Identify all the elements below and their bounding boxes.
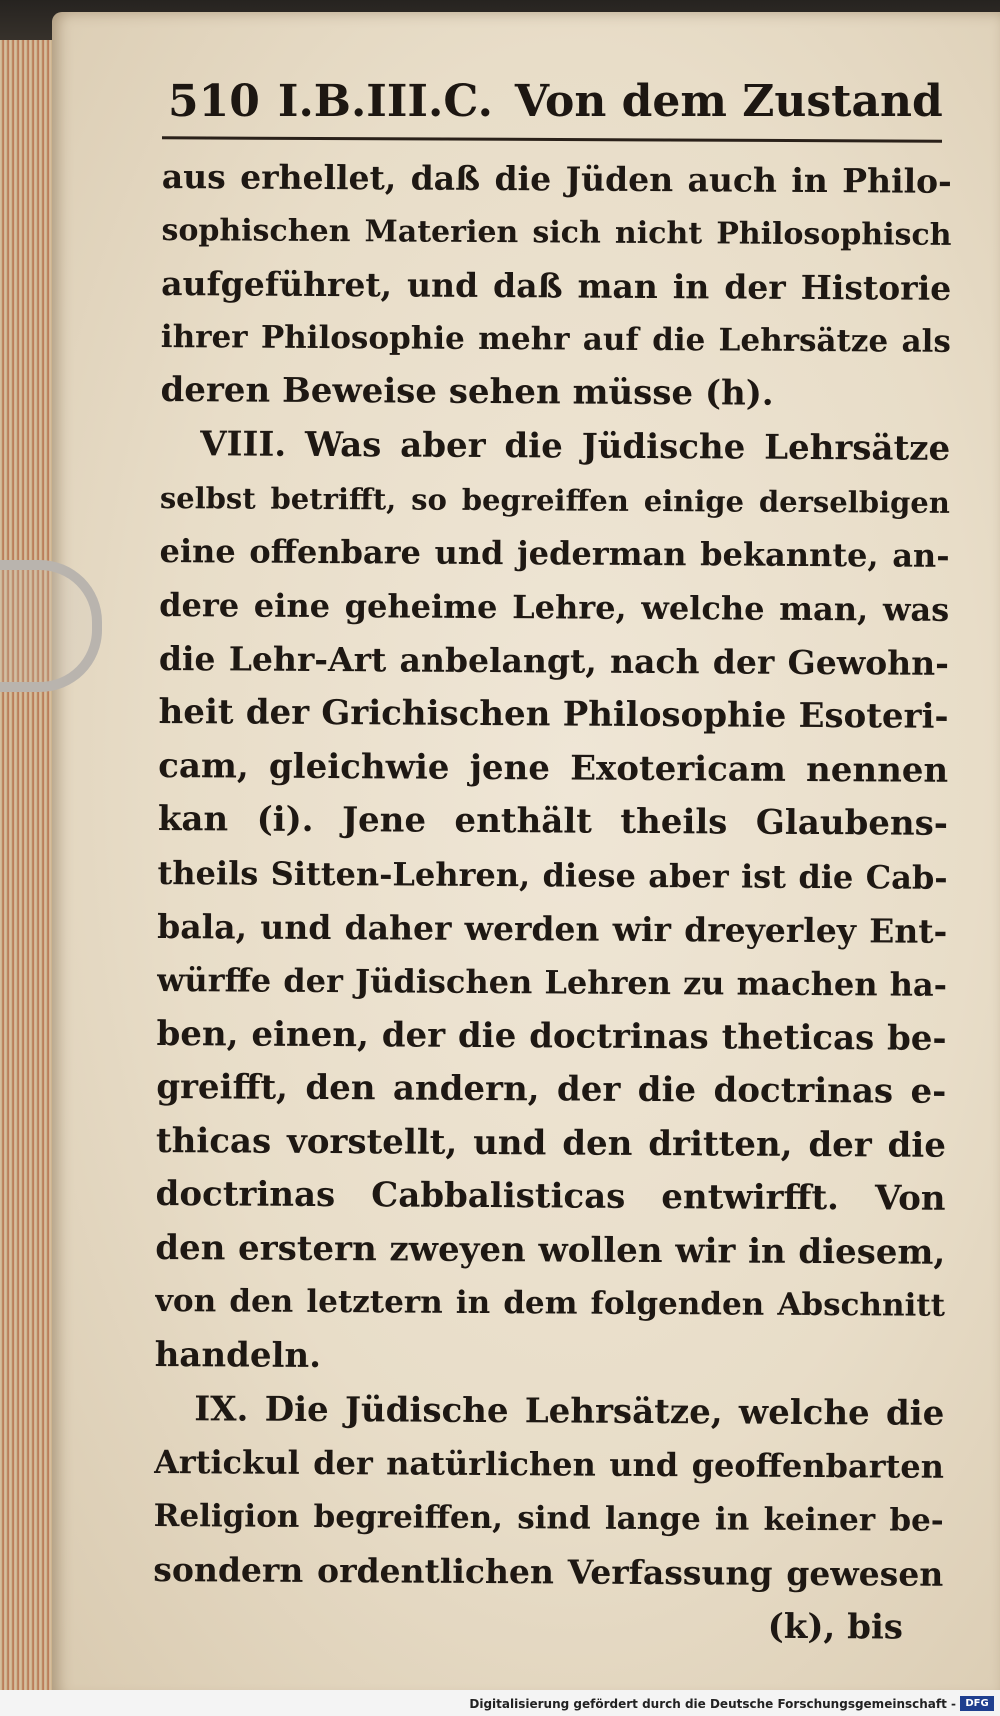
text-line: Artickul der natürlichen und geoffenbarten <box>153 1443 945 1487</box>
text-line: eine offenbare und jederman bekannte, an- <box>159 532 950 575</box>
text-line: Religion begreiffen, sind lange in keiner be- <box>153 1497 944 1539</box>
catchword: (k), bis <box>767 1606 904 1648</box>
text-line: ben, einen, der die doctrinas theticas be- <box>156 1013 947 1059</box>
text-line: cam, gleichwie jene Exotericam nennen <box>158 745 949 791</box>
text-line: greifft, den andern, der die doctrinas e- <box>156 1067 947 1112</box>
page-number: 510 <box>168 76 260 127</box>
dfg-logo: DFG <box>960 1696 994 1711</box>
text-line: den erstern zweyen wollen wir in diesem, <box>155 1227 946 1273</box>
text-line: handeln. <box>154 1335 322 1377</box>
digitization-credit: Digitalisierung gefördert durch die Deutsche Forschungsgemeinschaft - <box>469 1697 956 1711</box>
text-line: VIII. Was aber die Jüdische Lehrsätze <box>200 424 951 469</box>
text-line: würffe der Jüdischen Lehren zu machen ha- <box>156 960 948 1004</box>
text-line: doctrinas Cabbalisticas entwirfft. Von <box>155 1174 946 1220</box>
text-line: von den letztern in dem folgenden Abschnitt <box>154 1283 946 1325</box>
text-line: dere eine geheime Lehre, welche man, was <box>159 585 950 629</box>
text-line: die Lehr-Art anbelangt, nach der Gewohn- <box>158 639 949 684</box>
text-line: kan (i). Jene enthält theils Glaubens- <box>157 799 949 844</box>
text-line: selbst betrifft, so begreiffen einige derselbigen <box>159 480 950 520</box>
text-line: thicas vorstellt, und den dritten, der die <box>155 1120 947 1166</box>
running-title: Von dem Zustand <box>514 76 943 127</box>
text-line: sophischen Materien sich nicht Philosophisch <box>161 212 952 253</box>
text-line: aufgeführet, und daß man in der Historie <box>161 264 952 309</box>
text-line: ihrer Philosophie mehr auf die Lehrsätze als <box>160 318 951 360</box>
text-line: sondern ordentlichen Verfassung gewesen <box>153 1550 944 1595</box>
book-fore-edge <box>0 40 60 1690</box>
book-reference: I.B.III.C. <box>277 76 493 127</box>
body-text <box>153 150 952 1655</box>
text-line: deren Beweise sehen müsse (h). <box>160 370 774 415</box>
text-line: heit der Grichischen Philosophie Esoteri- <box>158 691 949 737</box>
text-line: bala, und daher werden wir dreyerley Ent- <box>157 907 948 952</box>
running-head <box>168 76 943 138</box>
text-line: IX. Die Jüdische Lehrsätze, welche die <box>194 1388 945 1434</box>
text-line: aus erhellet, daß die Jüden auch in Philo- <box>161 156 952 201</box>
text-line: theils Sitten-Lehren, diese aber ist die Cab- <box>157 853 948 897</box>
